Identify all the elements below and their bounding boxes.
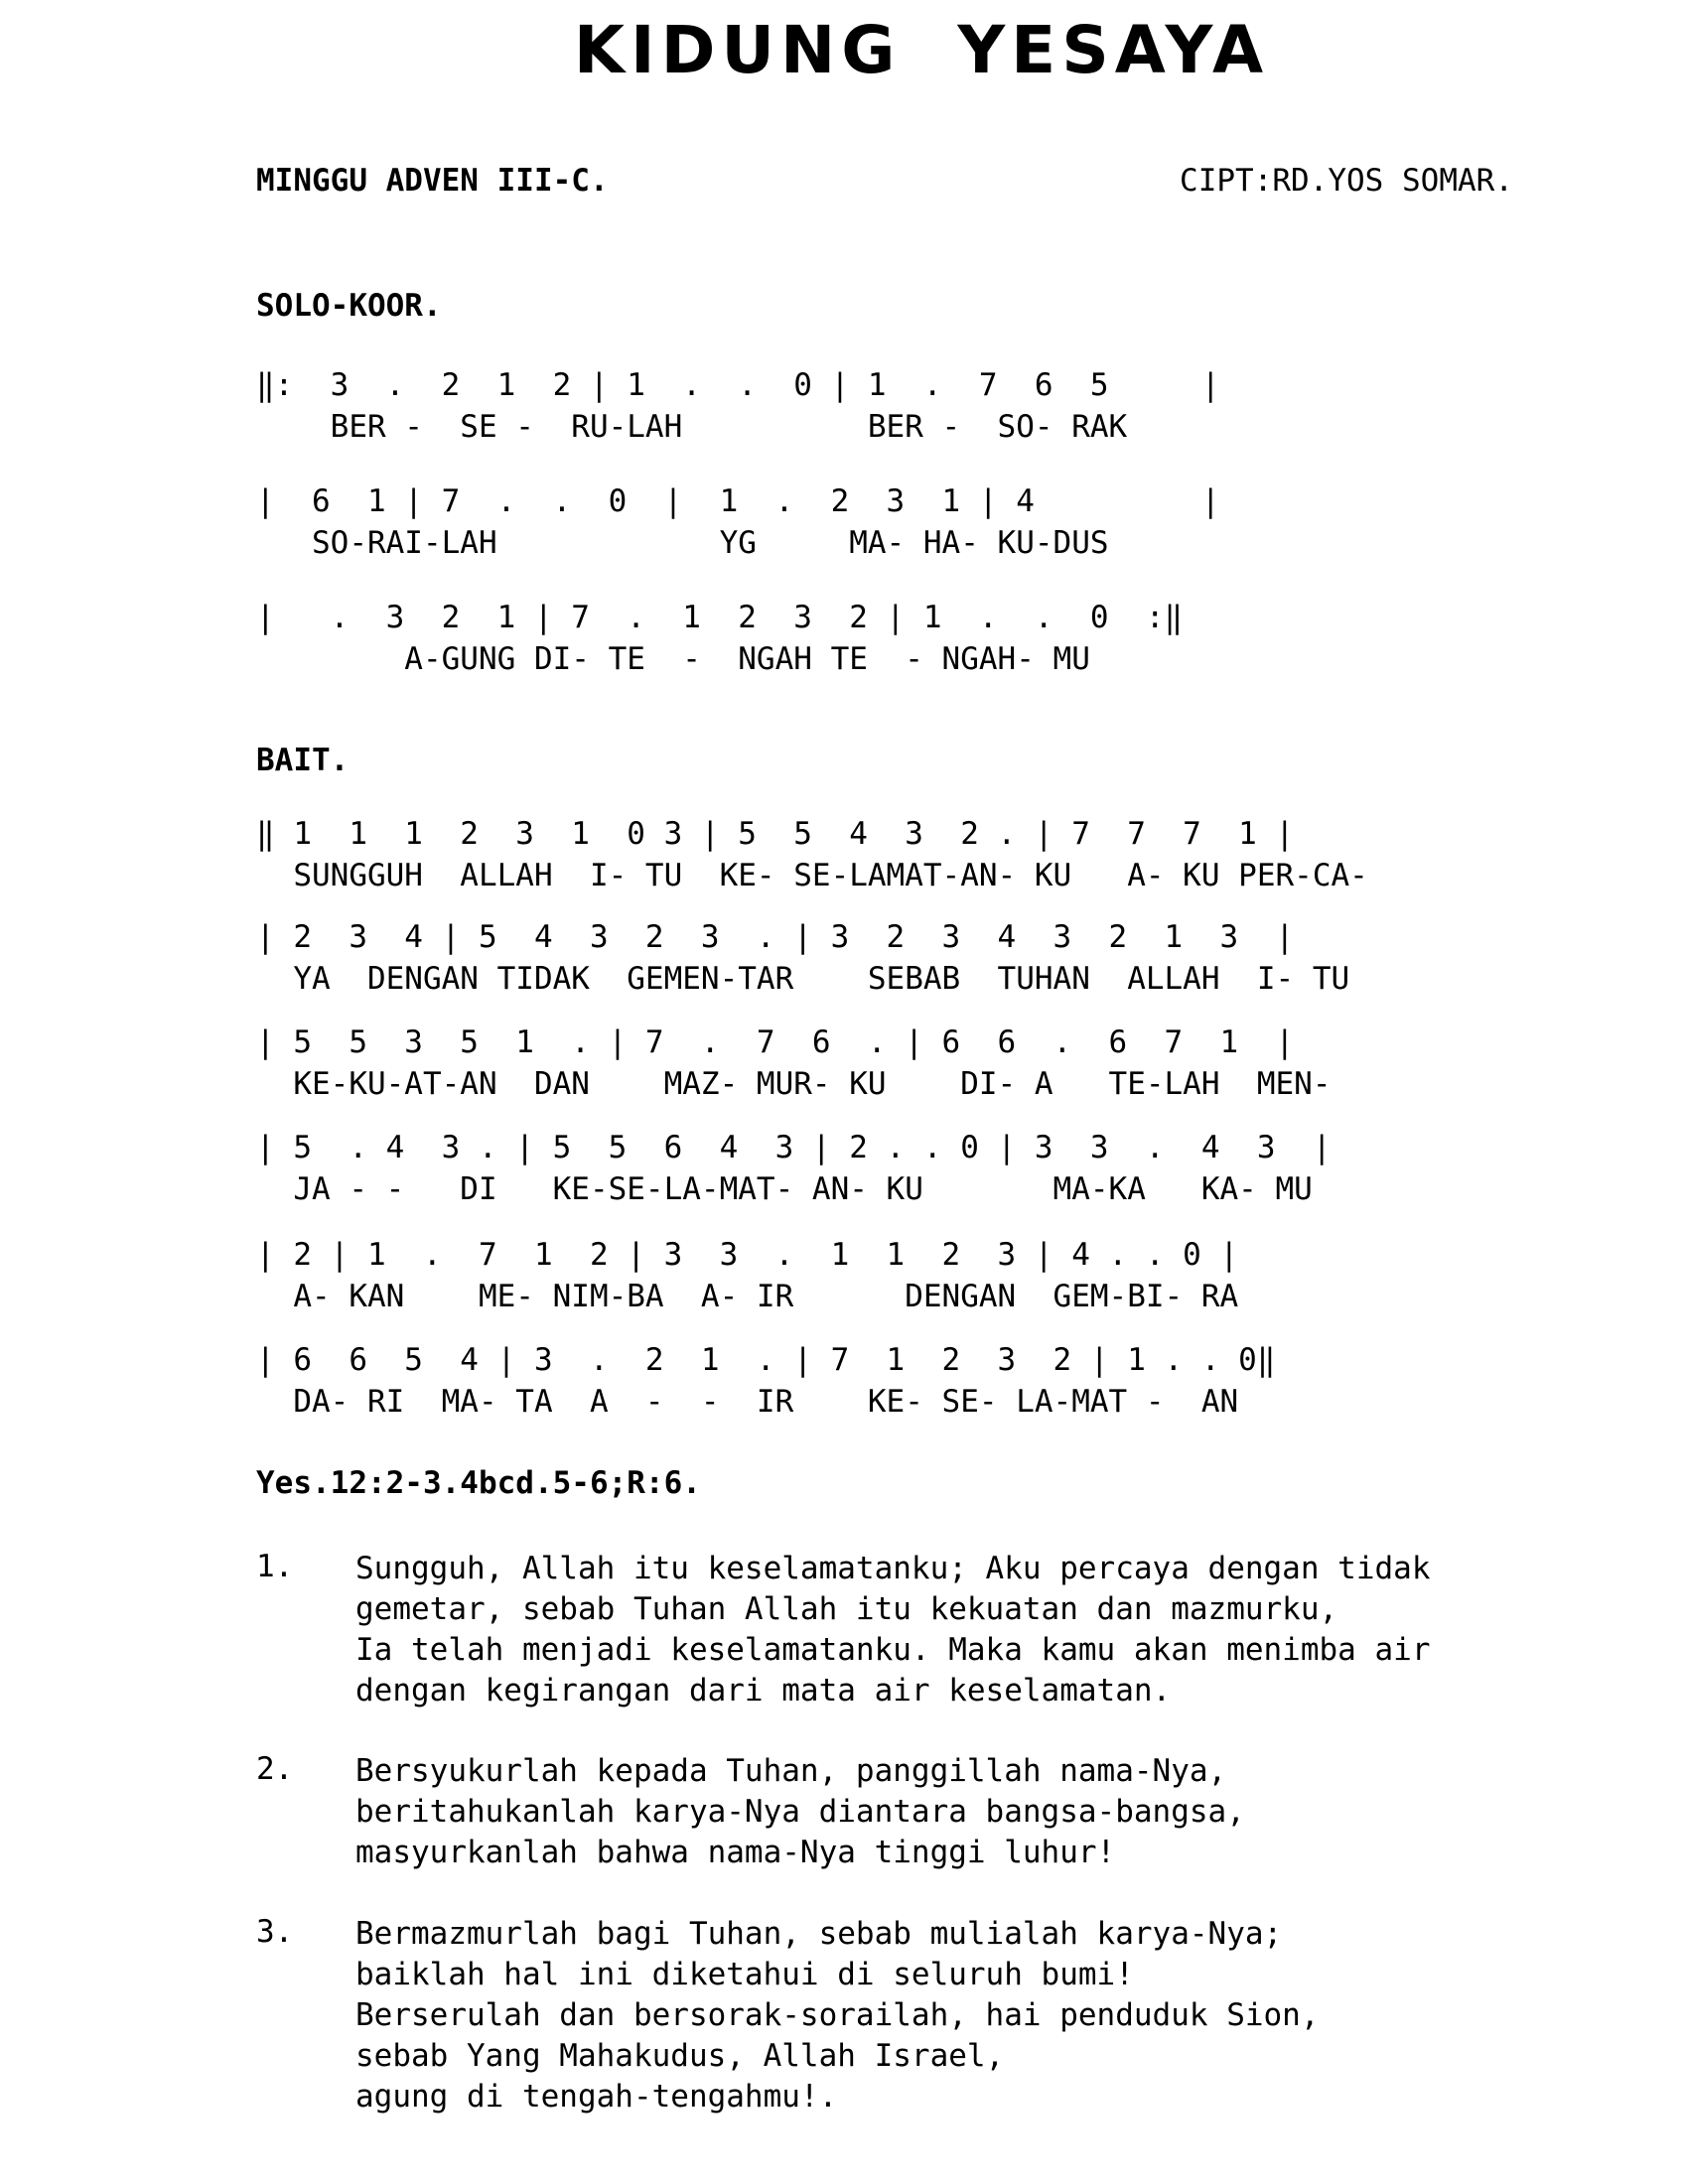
verse-notes-2: | 2 3 4 | 5 4 3 2 3 . | 3 2 3 4 3 2 1 3 | (256, 919, 1295, 955)
verse-lyrics-3: KE-KU-AT-AN DAN MAZ- MUR- KU DI- A TE-LAH MEN- (256, 1066, 1332, 1102)
verse-notes-4: | 5 . 4 3 . | 5 5 6 4 3 | 2 . . 0 | 3 3 . 4 3 | (256, 1130, 1332, 1165)
verse-notes-5: | 2 | 1 . 7 1 2 | 3 3 . 1 1 2 3 | 4 . . 0 | (256, 1237, 1239, 1273)
verse-3-line: Berserulah dan bersorak-sorailah, hai penduduk Sion, (355, 1997, 1320, 2033)
verse-3-line: sebab Yang Mahakudus, Allah Israel, (355, 2038, 1005, 2074)
verse-number-2: 2. (256, 1751, 294, 1787)
scripture-reference: Yes.12:2-3.4bcd.5-6;R:6. (256, 1465, 701, 1501)
verse-lyrics-6: DA- RI MA- TA A - - IR KE- SE- LA-MAT - AN (256, 1384, 1239, 1420)
refrain-notes-1: ‖: 3 . 2 1 2 | 1 . . 0 | 1 . 7 6 5 | (256, 367, 1220, 403)
verse-text-1 (355, 1549, 1431, 1711)
verse-3-line: baiklah hal ini diketahui di seluruh bumi! (355, 1957, 1134, 1992)
verse-lyrics-1: SUNGGUH ALLAH I- TU KE- SE-LAMAT-AN- KU A- KU PER-CA- (256, 858, 1368, 893)
verse-lyrics-5: A- KAN ME- NIM-BA A- IR DENGAN GEM-BI- RA (256, 1279, 1239, 1314)
verse-2-line: Bersyukurlah kepada Tuhan, panggillah nama-Nya, (355, 1753, 1227, 1789)
occasion-label: MINGGU ADVEN III-C. (256, 163, 609, 199)
verse-text-3 (355, 1914, 1320, 2117)
verse-text-2 (355, 1751, 1245, 1873)
composer-credit: CIPT:RD.YOS SOMAR. (1180, 163, 1513, 199)
verse-heading: BAIT. (256, 743, 350, 778)
verse-notes-1: ‖ 1 1 1 2 3 1 0 3 | 5 5 4 3 2 . | 7 7 7 1 | (256, 816, 1295, 852)
verse-1-line: Sungguh, Allah itu keselamatanku; Aku percaya dengan tidak (355, 1551, 1431, 1586)
verse-notes-6: | 6 6 5 4 | 3 . 2 1 . | 7 1 2 3 2 | 1 . . 0‖ (256, 1342, 1276, 1378)
refrain-lyrics-2: SO-RAI-LAH YG MA- HA- KU-DUS (256, 525, 1109, 561)
refrain-lyrics-3: A-GUNG DI- TE - NGAH TE - NGAH- MU (256, 641, 1090, 677)
verse-1-line: Ia telah menjadi keselamatanku. Maka kamu akan menimba air (355, 1632, 1431, 1668)
refrain-notes-2: | 6 1 | 7 . . 0 | 1 . 2 3 1 | 4 | (256, 483, 1220, 519)
verse-number-1: 1. (256, 1549, 294, 1584)
verse-lyrics-4: JA - - DI KE-SE-LA-MAT- AN- KU MA-KA KA- MU (256, 1171, 1313, 1207)
verse-2-line: beritahukanlah karya-Nya diantara bangsa-bangsa, (355, 1794, 1245, 1830)
verse-lyrics-2: YA DENGAN TIDAK GEMEN-TAR SEBAB TUHAN ALLAH I- TU (256, 961, 1350, 997)
song-title: KIDUNG YESAYA (573, 12, 1270, 88)
verse-1-line: dengan kegirangan dari mata air keselamatan. (355, 1673, 1172, 1708)
verse-2-line: masyurkanlah bahwa nama-Nya tinggi luhur! (355, 1835, 1116, 1870)
verse-3-line: Bermazmurlah bagi Tuhan, sebab mulialah karya-Nya; (355, 1916, 1283, 1952)
verse-notes-3: | 5 5 3 5 1 . | 7 . 7 6 . | 6 6 . 6 7 1 | (256, 1024, 1295, 1060)
refrain-notes-3: | . 3 2 1 | 7 . 1 2 3 2 | 1 . . 0 :‖ (256, 600, 1184, 635)
refrain-heading: SOLO-KOOR. (256, 288, 442, 324)
refrain-lyrics-1: BER - SE - RU-LAH BER - SO- RAK (256, 409, 1128, 445)
verse-number-3: 3. (256, 1914, 294, 1950)
verse-1-line: gemetar, sebab Tuhan Allah itu kekuatan dan mazmurku, (355, 1591, 1338, 1627)
verse-3-line: agung di tengah-tengahmu!. (355, 2079, 838, 2115)
